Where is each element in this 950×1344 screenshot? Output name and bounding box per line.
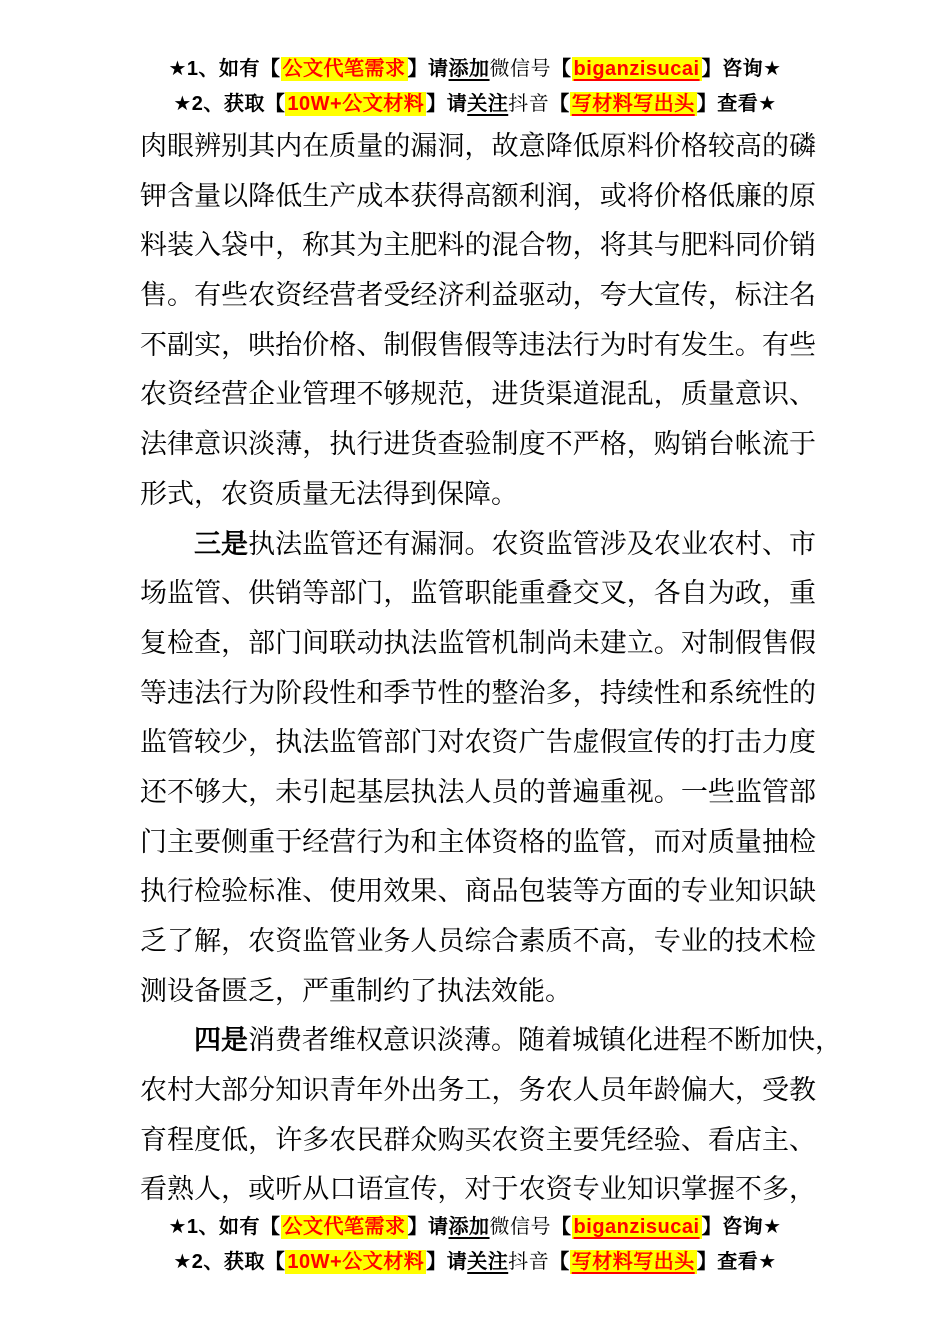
banner-text: 】咨询★ (701, 58, 782, 80)
banner-line (0, 52, 950, 87)
text-line (140, 122, 816, 172)
body-text-run: 农村大部分知识青年外出务工，务农人员年龄偏大，受教 (140, 1075, 816, 1106)
document-body (140, 122, 842, 1215)
body-text-run: 执法监管还有漏洞。农资监管涉及农业农村、市 (248, 528, 816, 559)
highlighted-text: 写材料写出头 (571, 1250, 695, 1273)
body-text-run: 门主要侧重于经营行为和主体资格的监管，而对质量抽检 (140, 826, 816, 857)
banner-text: 】请 (407, 58, 449, 80)
highlighted-text: biganzisucai (573, 58, 700, 80)
text-line (140, 818, 816, 868)
text-line (140, 221, 816, 271)
banner-line (0, 1245, 950, 1280)
body-text-run: 看熟人，或听从口语宣传，对于农资专业知识掌握不多， (140, 1174, 816, 1205)
body-text-run: 不副实，哄抬价格、制假售假等违法行为时有发生。有些 (140, 329, 816, 360)
body-text-run: 还不够大，未引起基层执法人员的普遍重视。一些监管部 (140, 776, 816, 807)
banner-text: 微信号 (489, 58, 552, 80)
banner-text: 抖音 (508, 1250, 550, 1273)
text-line (140, 619, 816, 669)
text-line (140, 1066, 816, 1116)
text-line (140, 867, 816, 917)
banner-text: 】咨询★ (701, 1216, 782, 1238)
body-text-run: 售。有些农资经营者受经济利益驱动，夸大宣传，标注名 (140, 280, 816, 311)
body-text-run: 监管较少，执法监管部门对农资广告虚假宣传的打击力度 (140, 727, 816, 758)
footer-banner (0, 1210, 950, 1279)
body-text-run: 育程度低，许多农民群众购买农资主要凭经验、看店主、 (140, 1124, 816, 1155)
banner-text: 添加 (448, 1216, 490, 1238)
banner-text: 】请 (426, 1250, 468, 1273)
highlighted-text: 公文代笔需求 (282, 58, 406, 80)
banner-line (0, 87, 950, 122)
body-text-run: 农资经营企业管理不够规范，进货渠道混乱，质量意识、 (140, 379, 816, 410)
text-line (140, 569, 816, 619)
body-text-run: 料装入袋中，称其为主肥料的混合物，将其与肥料同价销 (140, 230, 816, 261)
body-text-run: 消费者维权意识淡薄。随着城镇化进程不断加快， (248, 1025, 842, 1056)
banner-text: ★1、如有【 (168, 58, 281, 80)
banner-text: 添加 (448, 58, 490, 80)
highlighted-text: 10W+公文材料 (287, 1250, 425, 1273)
banner-text: 】请 (407, 1216, 449, 1238)
text-line (140, 917, 816, 967)
highlighted-text: 10W+公文材料 (287, 92, 425, 115)
text-line (140, 1165, 816, 1215)
text-line (140, 420, 816, 470)
body-text-run: 形式，农资质量无法得到保障。 (140, 478, 518, 509)
highlighted-text: 公文代笔需求 (282, 1216, 406, 1238)
banner-text: ★2、获取【 (173, 92, 286, 115)
text-line (140, 172, 816, 222)
banner-text: 】请 (426, 92, 468, 115)
body-text-run: 肉眼辨别其内在质量的漏洞，故意降低原料价格较高的磷 (140, 131, 816, 161)
highlighted-text: 写材料写出头 (571, 92, 695, 115)
header-banner (0, 52, 950, 121)
banner-text: 【 (549, 1250, 570, 1273)
banner-text: 【 (549, 92, 570, 115)
banner-text: 抖音 (508, 92, 550, 115)
text-line (140, 370, 816, 420)
text-line (140, 271, 816, 321)
body-text-run: 场监管、供销等部门，监管职能重叠交叉，各自为政，重 (140, 578, 816, 609)
highlighted-text: biganzisucai (573, 1216, 700, 1238)
text-line (140, 718, 816, 768)
bold-lead-in: 三是 (194, 528, 249, 559)
text-line (140, 1116, 816, 1166)
body-text-run: 复检查，部门间联动执法监管机制尚未建立。对制假售假 (140, 627, 816, 658)
banner-text: 关注 (467, 1250, 509, 1273)
banner-text: 】查看★ (696, 1250, 777, 1273)
banner-text: 微信号 (489, 1216, 552, 1238)
banner-text: 【 (551, 1216, 572, 1238)
text-line (140, 321, 816, 371)
body-text-run: 钾含量以降低生产成本获得高额利润，或将价格低廉的原 (140, 180, 816, 211)
banner-text: 】查看★ (696, 92, 777, 115)
text-line (140, 520, 816, 570)
body-text-run: 等违法行为阶段性和季节性的整治多，持续性和系统性的 (140, 677, 816, 708)
bold-lead-in: 四是 (194, 1025, 248, 1056)
text-line (140, 967, 816, 1017)
banner-text: 关注 (467, 92, 509, 115)
text-line (140, 470, 816, 520)
body-text-run: 执行检验标准、使用效果、商品包装等方面的专业知识缺 (140, 876, 816, 907)
body-text-run: 法律意识淡薄，执行进货查验制度不严格，购销台帐流于 (140, 429, 816, 460)
body-text-run: 测设备匮乏，严重制约了执法效能。 (140, 975, 572, 1006)
text-line (140, 768, 816, 818)
text-line (140, 669, 816, 719)
banner-text: 【 (551, 58, 572, 80)
body-text-run: 乏了解，农资监管业务人员综合素质不高，专业的技术检 (140, 926, 816, 956)
banner-line (0, 1210, 950, 1245)
banner-text: ★1、如有【 (168, 1216, 281, 1238)
banner-text: ★2、获取【 (173, 1250, 286, 1273)
text-line (140, 1016, 842, 1066)
